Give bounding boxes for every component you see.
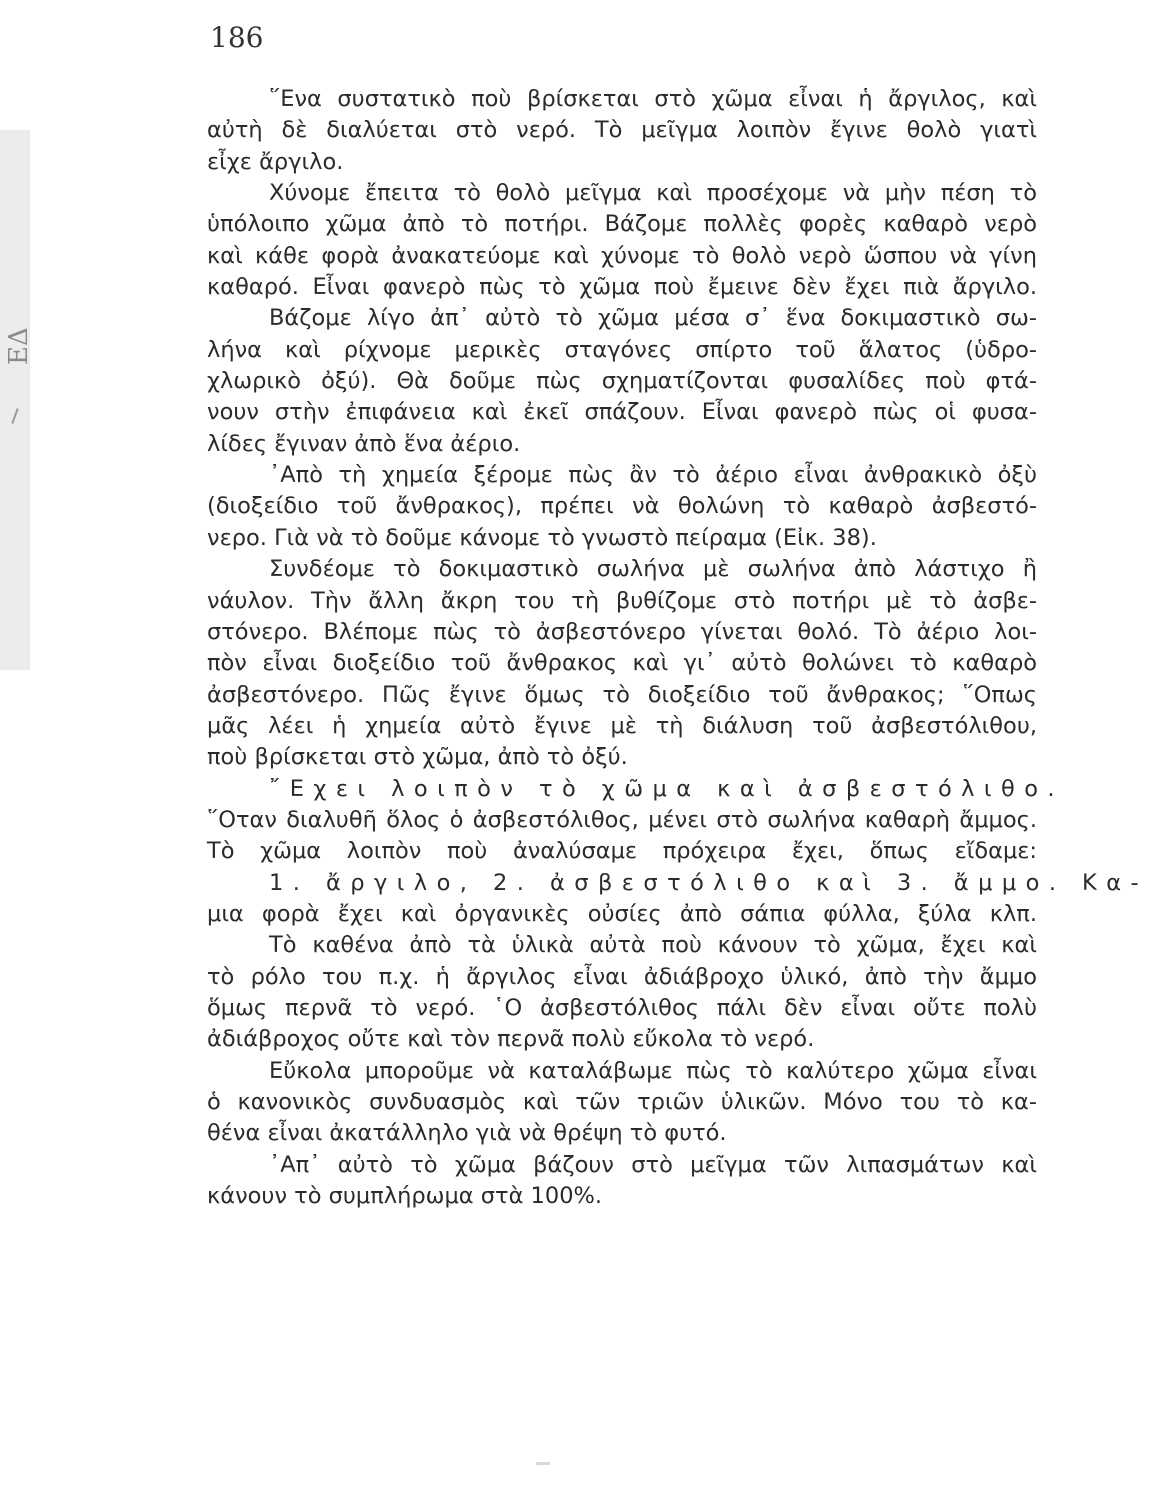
text-line: εἶχε ἄργιλο.	[207, 148, 344, 175]
text-line: Χύνομε ἔπειτα τὸ θολὸ μεῖγμα καὶ προσέχομε νὰ μὴν πέση τὸ	[269, 180, 1037, 207]
text-line: Συνδέομε τὸ δοκιμαστικὸ σωλήνα μὲ σωλήνα ἀπὸ λάστιχο ἢ	[269, 556, 1037, 583]
text-line: κάνουν τὸ συμπλήρωμα στὰ 100%.	[207, 1183, 603, 1210]
scan-speck	[536, 1462, 550, 1465]
text-line: νερο. Γιὰ νὰ τὸ δοῦμε κάνομε τὸ γνωστὸ πείραμα (Εἰκ. 38).	[207, 524, 877, 551]
text-line: θένα εἶναι ἀκατάλληλο γιὰ νὰ θρέψη τὸ φυτό.	[207, 1120, 727, 1147]
text-line: μια φορὰ ἔχει καὶ ὀργανικὲς οὐσίες ἀπὸ σάπια φύλλα, ξύλα κλπ.	[207, 900, 1037, 927]
paragraph-1	[207, 84, 1037, 178]
paragraph-4	[207, 460, 1037, 554]
text-line: λίδες ἔγιναν ἀπὸ ἕνα ἀέριο.	[207, 430, 521, 457]
text-line: ῞Ενα συστατικὸ ποὺ βρίσκεται στὸ χῶμα εἶναι ἡ ἄργιλος, καὶ	[269, 86, 1037, 112]
text-line: ᾿Απ᾿ αὐτὸ τὸ χῶμα βάζουν στὸ μεῖγμα τῶν λιπασμάτων καὶ	[269, 1151, 1037, 1178]
text-line: τὸ ρόλο του π.χ. ἡ ἄργιλος εἶναι ἀδιάβροχο ὑλικό, ἀπὸ τὴν ἄμμο	[207, 963, 1037, 990]
page-number: 186	[210, 21, 264, 54]
paragraph-9	[207, 930, 1037, 1055]
text-line: ποὺ βρίσκεται στὸ χῶμα, ἀπὸ τὸ ὀξύ.	[207, 744, 628, 771]
text-line: ὑπόλοιπο χῶμα ἀπὸ τὸ ποτήρι. Βάζομε πολλὲς φορὲς καθαρὸ νερὸ	[207, 211, 1037, 238]
text-line: Εὔκολα μποροῦμε νὰ καταλάβωμε πὼς τὸ καλύτερο χῶμα εἶναι	[269, 1057, 1037, 1084]
text-line: καὶ κάθε φορὰ ἀνακατεύομε καὶ χύνομε τὸ θολὸ νερὸ ὥσπου νὰ γίνη	[207, 242, 1037, 269]
text-line: στόνερο. Βλέπομε πὼς τὸ ἀσβεστόνερο γίνεται θολό. Τὸ ἀέριο λοι-	[207, 618, 1037, 645]
text-line: νουν στὴν ἐπιφάνεια καὶ ἐκεῖ σπάζουν. Εἶναι φανερὸ πὼς οἱ φυσα-	[207, 399, 1037, 426]
margin-annotation: ΕΔ	[4, 327, 34, 365]
paragraph-10	[207, 1056, 1037, 1150]
text-line: καθαρό. Εἶναι φανερὸ πὼς τὸ χῶμα ποὺ ἔμεινε δὲν ἔχει πιὰ ἄργιλο.	[207, 274, 1037, 301]
text-line: Τὸ χῶμα λοιπὸν ποὺ ἀναλύσαμε πρόχειρα ἔχει, ὅπως εἴδαμε:	[207, 838, 1037, 865]
text-line: ὁ κανονικὸς συνδυασμὸς καὶ τῶν τριῶν ὑλικῶν. Μόνο του τὸ κα-	[207, 1089, 1037, 1115]
text-line: πὸν εἶναι διοξείδιο τοῦ ἄνθρακος καὶ γι᾿ αὐτὸ θολώνει τὸ καθαρὸ	[207, 650, 1037, 677]
text-line: Τὸ καθένα ἀπὸ τὰ ὑλικὰ αὐτὰ ποὺ κάνουν τὸ χῶμα, ἔχει καὶ	[269, 932, 1037, 959]
text-line: ἀσβεστόνερο. Πῶς ἔγινε ὅμως τὸ διοξείδιο τοῦ ἄνθρακος; ῞Οπως	[207, 681, 1037, 708]
paragraph-2	[207, 178, 1037, 303]
text-line: Βάζομε λίγο ἀπ᾿ αὐτὸ τὸ χῶμα μέσα σ᾿ ἕνα δοκιμαστικὸ σω-	[269, 305, 1037, 332]
text-line: ἀδιάβροχος οὔτε καὶ τὸν περνᾶ πολὺ εὔκολα τὸ νερό.	[207, 1026, 815, 1053]
body-text	[207, 84, 1149, 1212]
scan-margin-shadow	[0, 130, 30, 670]
paragraph-3	[207, 303, 1037, 460]
text-line: μᾶς λέει ἡ χημεία αὐτὸ ἔγινε μὲ τὴ διάλυση τοῦ ἀσβεστόλιθου,	[207, 712, 1037, 739]
text-line: λήνα καὶ ρίχνομε μερικὲς σταγόνες σπίρτο τοῦ ἅλατος (ὑδρο-	[207, 336, 1037, 363]
text-line: ᾿Απὸ τὴ χημεία ξέρομε πὼς ἂν τὸ ἀέριο εἶναι ἀνθρακικὸ ὀξὺ	[269, 462, 1037, 489]
text-line: χλωρικὸ ὀξύ). Θὰ δοῦμε πὼς σχηματίζονται φυσαλίδες ποὺ φτά-	[207, 368, 1037, 395]
paragraph-8	[207, 868, 1149, 931]
paragraph-6-emphasis	[207, 774, 1065, 805]
text-line-spaced: ῎Εχει λοιπὸν τὸ χῶμα καὶ ἀσβεστόλιθο.	[269, 775, 1065, 802]
text-line: ὅμως περνᾶ τὸ νερό. ῾Ο ἀσβεστόλιθος πάλι δὲν εἶναι οὔτε πολὺ	[207, 994, 1037, 1021]
text-line: νάυλον. Τὴν ἄλλη ἄκρη του τὴ βυθίζομε στὸ ποτήρι μὲ τὸ ἀσβε-	[207, 587, 1037, 614]
paragraph-11	[207, 1150, 1037, 1213]
paragraph-7	[207, 805, 1037, 868]
text-line-spaced: 1. ἄργιλο, 2. ἀσβεστόλιθο καὶ 3. ἄμμο. Κα-	[269, 869, 1149, 896]
text-line: αὐτὴ δὲ διαλύεται στὸ νερό. Τὸ μεῖγμα λοιπὸν ἔγινε θολὸ γιατὶ	[207, 117, 1037, 144]
paragraph-5	[207, 554, 1037, 773]
text-line: ῞Οταν διαλυθῆ ὅλος ὁ ἀσβεστόλιθος, μένει στὸ σωλήνα καθαρὴ ἄμμος.	[207, 806, 1037, 833]
text-line: (διοξείδιο τοῦ ἄνθρακος), πρέπει νὰ θολώνη τὸ καθαρὸ ἀσβεστό-	[207, 493, 1037, 520]
